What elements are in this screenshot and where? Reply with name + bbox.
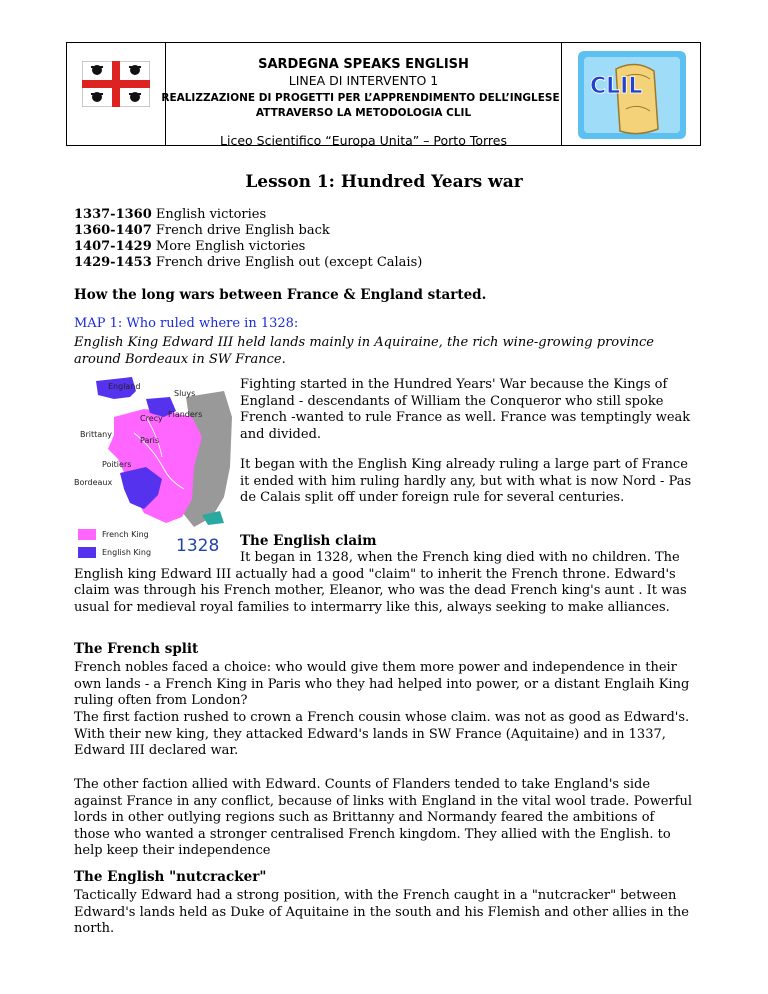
timeline-item [74, 223, 330, 238]
map-description: English King Edward III held lands mainly in Aquiraine, the rich wine-growing province around Bordeaux in SW France. [74, 335, 654, 367]
map-label-crecy: Crecy [140, 414, 163, 423]
timeline-item [74, 239, 305, 254]
map-label-bordeaux: Bordeaux [74, 478, 113, 487]
clil-logo-icon [576, 49, 688, 141]
paragraph-fighting-started: Fighting started in the Hundred Years' War because the Kings of England - descendants of William the Conqueror who still spoke French -wanted to rule France as well. France was temptingly weak and divided. [240, 377, 691, 442]
paragraph-english-claim: It began in 1328, when the French king died with no children. The English king Edward III actually had a good "claim" to inherit the French throne. Edward's claim was through his French mother, Eleanor, who was the dead French king's aunt . It was usual for medieval royal families to intermarry like this, always seeking to make alliances. [74, 550, 687, 615]
map-label-england: England [108, 382, 141, 391]
header-line-method: ATTRAVERSO LA METODOLOGIA CLIL [255, 107, 472, 119]
legend-label-english: English King [102, 548, 152, 557]
header-project-title: SARDEGNA SPEAKS ENGLISH [258, 57, 469, 72]
paragraph-began-with: It began with the English King already ruling a large part of France it ended with him ruling hardly any, but with what is now Nord - Pas de Calais split off under foreign rule for several centuries. [240, 457, 692, 505]
timeline-text: More English victories [151, 239, 306, 254]
timeline-years: 1337-1360 [74, 207, 152, 222]
heading-nutcracker: The English "nutcracker" [74, 869, 267, 885]
header-line-intervention: LINEA DI INTERVENTO 1 [288, 73, 439, 88]
header-school: Liceo Scientifico “Europa Unita” – Porto Torres [220, 133, 507, 148]
paragraph-french-split-1: French nobles faced a choice: who would give them more power and independence in their own lands - a French King in Paris who they had helped into power, or a distant Englaih King ruling often from London? [74, 660, 690, 708]
heading-french-split: The French split [74, 641, 199, 657]
paragraph-french-split-2: The first faction rushed to crown a French cousin whose claim. was not as good as Edward's. With their new king, they attacked Edward's lands in SW France (Aquitaine) and in 1337, Edward III declared war. [74, 710, 690, 758]
map-label-paris: Paris [140, 436, 160, 445]
map-france-1328 [74, 377, 232, 565]
timeline-text: English victories [151, 207, 267, 222]
header-line-project: REALIZZAZIONE DI PROGETTI PER L’APPRENDIMENTO DELL’INGLESE [161, 92, 560, 104]
heading-english-claim: The English claim [240, 533, 377, 549]
sardinia-flag-icon [82, 61, 150, 107]
timeline-text: French drive English back [151, 223, 330, 238]
map-label-sluys: Sluys [174, 389, 196, 398]
map-caption: MAP 1: Who ruled where in 1328: [74, 316, 299, 331]
clil-logo-text: CLIL [590, 74, 643, 99]
timeline-years: 1429-1453 [74, 255, 152, 270]
map-year: 1328 [176, 536, 220, 556]
map-label-poitiers: Poitiers [102, 460, 132, 469]
timeline-text: French drive English out (except Calais) [151, 255, 423, 270]
map-label-brittany: Brittany [80, 430, 112, 439]
timeline-item [74, 207, 266, 222]
paragraph-french-split-3: The other faction allied with Edward. Counts of Flanders tended to take England's side against France in any conflict, because of links with England in the vital wool trade. Powerful lords in other outlying regions such as Brittanny and Normandy feared the ambitions of those who wanted a stronger centralised French kingdom. They allied with the English. to help keep their independence [74, 777, 692, 858]
map-label-flanders: Flanders [168, 410, 203, 419]
legend-label-french: French King [102, 530, 149, 539]
lesson-title: Lesson 1: Hundred Years war [245, 172, 523, 192]
timeline-item [74, 255, 422, 270]
header-text [161, 43, 562, 148]
legend-swatch-french [78, 529, 96, 540]
letterhead [66, 42, 701, 146]
timeline-years: 1360-1407 [74, 223, 152, 238]
timeline-years: 1407-1429 [74, 239, 152, 254]
paragraph-nutcracker: Tactically Edward had a strong position, with the French caught in a "nutcracker" between Edward's lands held as Duke of Aquitaine in the south and his Flemish and other allies in the north. [74, 888, 689, 936]
section-heading-origins: How the long wars between France & England started. [74, 287, 487, 303]
